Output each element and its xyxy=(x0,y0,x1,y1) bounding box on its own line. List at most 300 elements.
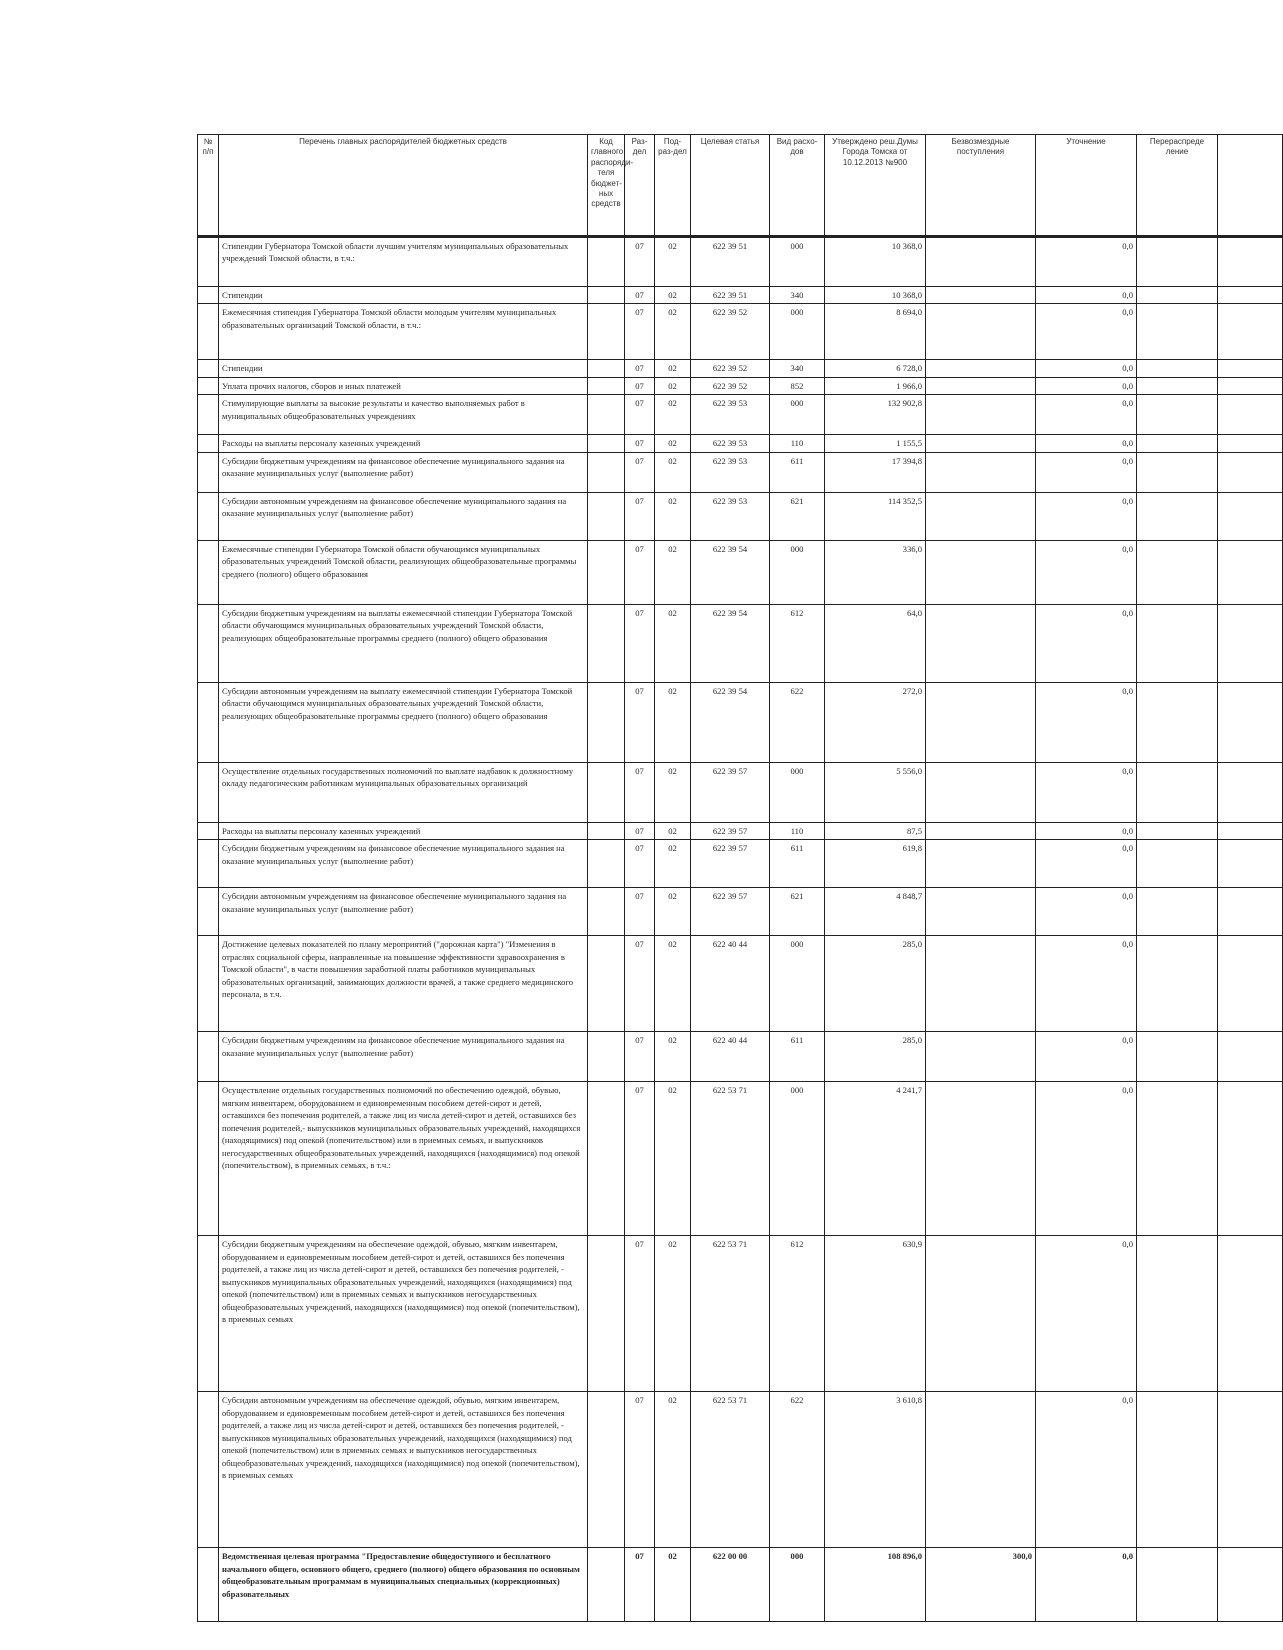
table-row xyxy=(198,540,1283,604)
cell-approved: 6 728,0 xyxy=(825,360,926,377)
cell-target-article: 622 00 00 xyxy=(691,1548,770,1622)
cell-razdel: 07 xyxy=(625,936,655,1032)
cell-approved: 630,9 xyxy=(825,1236,926,1392)
cell-expense-type: 340 xyxy=(770,360,825,377)
cell-expense-type: 611 xyxy=(770,840,825,888)
table-row xyxy=(198,936,1283,1032)
cell-grbs-code xyxy=(588,1548,625,1622)
cell-podrazdel: 02 xyxy=(655,304,691,360)
cell-approved: 87,5 xyxy=(825,822,926,839)
cell-free-receipts xyxy=(926,762,1036,822)
cell-extra xyxy=(1218,888,1283,936)
cell-clarification: 0,0 xyxy=(1036,936,1137,1032)
cell-grbs-code xyxy=(588,360,625,377)
cell-razdel: 07 xyxy=(625,452,655,492)
table-row xyxy=(198,762,1283,822)
cell-clarification: 0,0 xyxy=(1036,237,1137,287)
cell-extra xyxy=(1218,936,1283,1032)
cell-extra xyxy=(1218,1548,1283,1622)
cell-expense-type: 612 xyxy=(770,604,825,682)
cell-approved: 5 556,0 xyxy=(825,762,926,822)
cell-clarification: 0,0 xyxy=(1036,304,1137,360)
cell-num xyxy=(198,762,219,822)
header-clarification: Уточнение xyxy=(1036,135,1137,237)
cell-clarification: 0,0 xyxy=(1036,1032,1137,1082)
table-row xyxy=(198,395,1283,435)
cell-expense-type: 611 xyxy=(770,452,825,492)
cell-free-receipts xyxy=(926,1392,1036,1548)
cell-razdel: 07 xyxy=(625,1032,655,1082)
cell-free-receipts xyxy=(926,452,1036,492)
cell-approved: 64,0 xyxy=(825,604,926,682)
cell-razdel: 07 xyxy=(625,840,655,888)
cell-podrazdel: 02 xyxy=(655,604,691,682)
header-podrazdel: Под-раз-дел xyxy=(655,135,691,237)
cell-name: Субсидии автономным учреждениям на финансовое обеспечение муниципального задания на оказание муниципальных услуг (выполнение работ) xyxy=(219,888,588,936)
cell-expense-type: 000 xyxy=(770,1548,825,1622)
cell-free-receipts xyxy=(926,304,1036,360)
cell-free-receipts xyxy=(926,822,1036,839)
cell-grbs-code xyxy=(588,540,625,604)
cell-approved: 114 352,5 xyxy=(825,492,926,540)
cell-name: Осуществление отдельных государственных полномочий по обеспечению одеждой, обувью, мягким инвентарем, оборудованием и единовременным пособием детей-сирот и детей, оставшихся без попечения родителей, а также лиц из числа детей-сирот и детей, оставшихся без попечения родителей,- выпускников муниципальных образовательных учреждений, находящихся (находящимися) под опекой (попечительством) или в приемных семьях, и выпускников негосударственных общеобразовательных учреждений, находящихся (находящимися) под опекой (попечительством), в приемных семьях, в т.ч.: xyxy=(219,1082,588,1236)
cell-grbs-code xyxy=(588,304,625,360)
cell-free-receipts xyxy=(926,237,1036,287)
cell-approved: 132 902,8 xyxy=(825,395,926,435)
table-row xyxy=(198,377,1283,394)
cell-podrazdel: 02 xyxy=(655,237,691,287)
cell-razdel: 07 xyxy=(625,492,655,540)
cell-target-article: 622 39 51 xyxy=(691,287,770,304)
table-row xyxy=(198,304,1283,360)
cell-num xyxy=(198,377,219,394)
cell-num xyxy=(198,682,219,762)
cell-free-receipts xyxy=(926,1032,1036,1082)
cell-grbs-code xyxy=(588,1392,625,1548)
cell-podrazdel: 02 xyxy=(655,492,691,540)
cell-target-article: 622 53 71 xyxy=(691,1082,770,1236)
cell-clarification: 0,0 xyxy=(1036,287,1137,304)
cell-target-article: 622 39 57 xyxy=(691,888,770,936)
cell-approved: 285,0 xyxy=(825,936,926,1032)
header-free-receipts: Безвозмездные поступления xyxy=(926,135,1036,237)
cell-grbs-code xyxy=(588,435,625,452)
cell-approved: 285,0 xyxy=(825,1032,926,1082)
cell-redistribution xyxy=(1137,1236,1218,1392)
cell-redistribution xyxy=(1137,604,1218,682)
cell-target-article: 622 39 57 xyxy=(691,840,770,888)
cell-extra xyxy=(1218,377,1283,394)
cell-expense-type: 611 xyxy=(770,1032,825,1082)
cell-num xyxy=(198,360,219,377)
cell-razdel: 07 xyxy=(625,682,655,762)
cell-name: Субсидии бюджетным учреждениям на финансовое обеспечение муниципального задания на оказание муниципальных услуг (выполнение работ) xyxy=(219,452,588,492)
cell-razdel: 07 xyxy=(625,762,655,822)
cell-name: Субсидии бюджетным учреждениям на обеспечение одеждой, обувью, мягким инвентарем, оборудованием и единовременным пособием детей-сирот и детей, оставшихся без попечения родителей, а также лиц из числа детей-сирот и детей, оставшихся без попечения родителей, - выпускников муниципальных образовательных учреждений, находящихся (находящимися) под опекой (попечительством) или в приемных семьях и выпускников негосударственных общеобразовательных учреждений, находящихся (находящимися) под опекой (попечительством), в приемных семьях xyxy=(219,1236,588,1392)
cell-name: Ведомственная целевая программа "Предоставление общедоступного и бесплатного начального общего, основного общего, среднего (полного) общего образования по основным общеобразовательным программам в муниципальных специальных (коррекционных) образовательных xyxy=(219,1548,588,1622)
cell-podrazdel: 02 xyxy=(655,1236,691,1392)
table-row xyxy=(198,1548,1283,1622)
cell-extra xyxy=(1218,452,1283,492)
cell-free-receipts xyxy=(926,360,1036,377)
cell-extra xyxy=(1218,604,1283,682)
table-row xyxy=(198,492,1283,540)
cell-extra xyxy=(1218,762,1283,822)
table-row xyxy=(198,1236,1283,1392)
cell-redistribution xyxy=(1137,888,1218,936)
cell-approved: 336,0 xyxy=(825,540,926,604)
cell-expense-type: 621 xyxy=(770,492,825,540)
cell-podrazdel: 02 xyxy=(655,762,691,822)
cell-podrazdel: 02 xyxy=(655,395,691,435)
cell-grbs-code xyxy=(588,492,625,540)
cell-razdel: 07 xyxy=(625,1548,655,1622)
cell-name: Расходы на выплаты персоналу казенных учреждений xyxy=(219,435,588,452)
header-target-article: Целевая статья xyxy=(691,135,770,237)
cell-num xyxy=(198,888,219,936)
cell-podrazdel: 02 xyxy=(655,888,691,936)
cell-clarification: 0,0 xyxy=(1036,604,1137,682)
cell-name: Ежемесячная стипендия Губернатора Томской области молодым учителям муниципальных образовательных организаций Томской области, в т.ч.: xyxy=(219,304,588,360)
cell-target-article: 622 39 53 xyxy=(691,452,770,492)
cell-free-receipts: 300,0 xyxy=(926,1548,1036,1622)
cell-free-receipts xyxy=(926,936,1036,1032)
cell-grbs-code xyxy=(588,377,625,394)
table-row xyxy=(198,1032,1283,1082)
cell-num xyxy=(198,840,219,888)
cell-razdel: 07 xyxy=(625,1392,655,1548)
cell-target-article: 622 40 44 xyxy=(691,936,770,1032)
cell-razdel: 07 xyxy=(625,237,655,287)
cell-grbs-code xyxy=(588,237,625,287)
cell-grbs-code xyxy=(588,822,625,839)
cell-expense-type: 622 xyxy=(770,682,825,762)
cell-extra xyxy=(1218,822,1283,839)
cell-grbs-code xyxy=(588,452,625,492)
cell-expense-type: 000 xyxy=(770,1082,825,1236)
cell-redistribution xyxy=(1137,287,1218,304)
cell-target-article: 622 39 54 xyxy=(691,604,770,682)
cell-clarification: 0,0 xyxy=(1036,840,1137,888)
cell-name: Уплата прочих налогов, сборов и иных платежей xyxy=(219,377,588,394)
header-num: № п/п xyxy=(198,135,219,237)
cell-approved: 10 368,0 xyxy=(825,287,926,304)
header-expense-type: Вид расхо-дов xyxy=(770,135,825,237)
budget-table xyxy=(197,134,1283,1622)
table-row xyxy=(198,604,1283,682)
cell-approved: 4 241,7 xyxy=(825,1082,926,1236)
cell-clarification: 0,0 xyxy=(1036,435,1137,452)
cell-razdel: 07 xyxy=(625,540,655,604)
table-row xyxy=(198,888,1283,936)
cell-redistribution xyxy=(1137,1082,1218,1236)
header-name: Перечень главных распорядителей бюджетных средств xyxy=(219,135,588,237)
header-extra xyxy=(1218,135,1283,237)
cell-redistribution xyxy=(1137,452,1218,492)
cell-num xyxy=(198,1236,219,1392)
cell-redistribution xyxy=(1137,1548,1218,1622)
cell-clarification: 0,0 xyxy=(1036,360,1137,377)
cell-grbs-code xyxy=(588,936,625,1032)
cell-redistribution xyxy=(1137,377,1218,394)
cell-target-article: 622 39 54 xyxy=(691,682,770,762)
table-row xyxy=(198,360,1283,377)
cell-podrazdel: 02 xyxy=(655,822,691,839)
cell-free-receipts xyxy=(926,395,1036,435)
cell-target-article: 622 39 57 xyxy=(691,762,770,822)
cell-podrazdel: 02 xyxy=(655,1392,691,1548)
table-row xyxy=(198,435,1283,452)
cell-approved: 619,8 xyxy=(825,840,926,888)
cell-target-article: 622 53 71 xyxy=(691,1236,770,1392)
cell-clarification: 0,0 xyxy=(1036,1392,1137,1548)
cell-free-receipts xyxy=(926,540,1036,604)
cell-free-receipts xyxy=(926,492,1036,540)
cell-redistribution xyxy=(1137,822,1218,839)
cell-extra xyxy=(1218,395,1283,435)
cell-razdel: 07 xyxy=(625,287,655,304)
cell-target-article: 622 53 71 xyxy=(691,1392,770,1548)
cell-name: Субсидии бюджетным учреждениям на финансовое обеспечение муниципального задания на оказание муниципальных услуг (выполнение работ) xyxy=(219,840,588,888)
cell-clarification: 0,0 xyxy=(1036,377,1137,394)
cell-grbs-code xyxy=(588,1082,625,1236)
cell-name: Субсидии автономным учреждениям на обеспечение одеждой, обувью, мягким инвентарем, оборудованием и единовременным пособием детей-сирот и детей, оставшихся без попечения родителей, а также лиц из числа детей-сирот и детей, оставшихся без попечения родителей, - выпускников муниципальных образовательных учреждений, находящихся (находящимися) под опекой (попечительством) или в приемных семьях и выпускников негосударственных общеобразовательных учреждений, находящихся (находящимися) под опекой (попечительством), в приемных семьях xyxy=(219,1392,588,1548)
cell-razdel: 07 xyxy=(625,822,655,839)
cell-clarification: 0,0 xyxy=(1036,762,1137,822)
cell-expense-type: 621 xyxy=(770,888,825,936)
table-row xyxy=(198,1082,1283,1236)
table-header-row xyxy=(198,135,1283,237)
cell-clarification: 0,0 xyxy=(1036,1082,1137,1236)
cell-redistribution xyxy=(1137,237,1218,287)
cell-clarification: 0,0 xyxy=(1036,1548,1137,1622)
cell-name: Осуществление отдельных государственных полномочий по выплате надбавок к должностному окладу педагогическим работникам муниципальных образовательных организаций xyxy=(219,762,588,822)
cell-razdel: 07 xyxy=(625,1082,655,1236)
table-row xyxy=(198,237,1283,287)
cell-razdel: 07 xyxy=(625,888,655,936)
cell-redistribution xyxy=(1137,360,1218,377)
cell-expense-type: 340 xyxy=(770,287,825,304)
cell-free-receipts xyxy=(926,682,1036,762)
cell-name: Расходы на выплаты персоналу казенных учреждений xyxy=(219,822,588,839)
cell-grbs-code xyxy=(588,840,625,888)
cell-expense-type: 612 xyxy=(770,1236,825,1392)
cell-razdel: 07 xyxy=(625,1236,655,1392)
cell-podrazdel: 02 xyxy=(655,840,691,888)
cell-grbs-code xyxy=(588,287,625,304)
cell-extra xyxy=(1218,682,1283,762)
cell-extra xyxy=(1218,1236,1283,1392)
cell-approved: 8 694,0 xyxy=(825,304,926,360)
cell-razdel: 07 xyxy=(625,377,655,394)
cell-extra xyxy=(1218,360,1283,377)
cell-expense-type: 000 xyxy=(770,304,825,360)
cell-clarification: 0,0 xyxy=(1036,822,1137,839)
header-grbs-code: Код главного распоряди-теля бюджет-ных средств xyxy=(588,135,625,237)
cell-target-article: 622 39 53 xyxy=(691,435,770,452)
cell-free-receipts xyxy=(926,1082,1036,1236)
cell-redistribution xyxy=(1137,395,1218,435)
cell-grbs-code xyxy=(588,604,625,682)
cell-clarification: 0,0 xyxy=(1036,1236,1137,1392)
cell-name: Субсидии бюджетным учреждениям на финансовое обеспечение муниципального задания на оказание муниципальных услуг (выполнение работ) xyxy=(219,1032,588,1082)
cell-extra xyxy=(1218,1032,1283,1082)
cell-num xyxy=(198,435,219,452)
cell-redistribution xyxy=(1137,435,1218,452)
cell-podrazdel: 02 xyxy=(655,1032,691,1082)
cell-num xyxy=(198,1548,219,1622)
cell-podrazdel: 02 xyxy=(655,452,691,492)
cell-target-article: 622 39 51 xyxy=(691,237,770,287)
cell-name: Субсидии автономным учреждениям на выплату ежемесячной стипендии Губернатора Томской области обучающимся муниципальных образовательных учреждений Томской области, реализующих общеобразовательные программы среднего (полного) общего образования xyxy=(219,682,588,762)
cell-free-receipts xyxy=(926,604,1036,682)
cell-target-article: 622 39 53 xyxy=(691,492,770,540)
cell-razdel: 07 xyxy=(625,604,655,682)
cell-expense-type: 000 xyxy=(770,237,825,287)
cell-name: Достижение целевых показателей по плану мероприятий ("дорожная карта") "Изменения в отраслях социальной сферы, направленные на повышение эффективности здравоохранения в Томской области", в части повышения заработной платы работников муниципальных образовательных организаций, занимающих должности врачей, а также среднего медицинского персонала, в т.ч. xyxy=(219,936,588,1032)
cell-expense-type: 000 xyxy=(770,936,825,1032)
cell-redistribution xyxy=(1137,840,1218,888)
cell-extra xyxy=(1218,1082,1283,1236)
table-row xyxy=(198,1392,1283,1548)
cell-free-receipts xyxy=(926,377,1036,394)
cell-podrazdel: 02 xyxy=(655,377,691,394)
cell-approved: 17 394,8 xyxy=(825,452,926,492)
cell-podrazdel: 02 xyxy=(655,682,691,762)
cell-approved: 4 848,7 xyxy=(825,888,926,936)
cell-num xyxy=(198,287,219,304)
cell-redistribution xyxy=(1137,1392,1218,1548)
cell-grbs-code xyxy=(588,762,625,822)
cell-grbs-code xyxy=(588,395,625,435)
cell-name: Субсидии бюджетным учреждениям на выплаты ежемесячной стипендии Губернатора Томской области обучающимся муниципальных образовательных учреждений Томской области, реализующих общеобразовательные программы среднего (полного) общего образования xyxy=(219,604,588,682)
cell-approved: 272,0 xyxy=(825,682,926,762)
cell-num xyxy=(198,1032,219,1082)
cell-num xyxy=(198,936,219,1032)
table-row xyxy=(198,822,1283,839)
cell-approved: 3 610,8 xyxy=(825,1392,926,1548)
cell-target-article: 622 39 52 xyxy=(691,360,770,377)
cell-free-receipts xyxy=(926,888,1036,936)
table-row xyxy=(198,287,1283,304)
cell-expense-type: 622 xyxy=(770,1392,825,1548)
cell-extra xyxy=(1218,435,1283,452)
cell-name: Стипендии xyxy=(219,360,588,377)
cell-expense-type: 000 xyxy=(770,762,825,822)
cell-num xyxy=(198,395,219,435)
cell-num xyxy=(198,1082,219,1236)
cell-redistribution xyxy=(1137,304,1218,360)
cell-redistribution xyxy=(1137,762,1218,822)
cell-num xyxy=(198,237,219,287)
cell-free-receipts xyxy=(926,840,1036,888)
cell-num xyxy=(198,540,219,604)
cell-clarification: 0,0 xyxy=(1036,492,1137,540)
cell-target-article: 622 39 52 xyxy=(691,304,770,360)
cell-podrazdel: 02 xyxy=(655,1548,691,1622)
cell-target-article: 622 40 44 xyxy=(691,1032,770,1082)
cell-free-receipts xyxy=(926,435,1036,452)
cell-name: Ежемесячные стипендии Губернатора Томской области обучающимся муниципальных образовательных учреждений Томской области, реализующих общеобразовательные программы среднего (полного) общего образования xyxy=(219,540,588,604)
cell-podrazdel: 02 xyxy=(655,360,691,377)
cell-clarification: 0,0 xyxy=(1036,682,1137,762)
cell-approved: 108 896,0 xyxy=(825,1548,926,1622)
cell-extra xyxy=(1218,840,1283,888)
cell-num xyxy=(198,1392,219,1548)
cell-redistribution xyxy=(1137,936,1218,1032)
cell-name: Субсидии автономным учреждениям на финансовое обеспечение муниципального задания на оказание муниципальных услуг (выполнение работ) xyxy=(219,492,588,540)
cell-extra xyxy=(1218,287,1283,304)
cell-redistribution xyxy=(1137,540,1218,604)
cell-clarification: 0,0 xyxy=(1036,395,1137,435)
cell-target-article: 622 39 57 xyxy=(691,822,770,839)
cell-redistribution xyxy=(1137,1032,1218,1082)
cell-redistribution xyxy=(1137,492,1218,540)
cell-name: Стипендии xyxy=(219,287,588,304)
cell-expense-type: 000 xyxy=(770,395,825,435)
cell-approved: 1 155,5 xyxy=(825,435,926,452)
cell-clarification: 0,0 xyxy=(1036,540,1137,604)
cell-expense-type: 000 xyxy=(770,540,825,604)
cell-extra xyxy=(1218,492,1283,540)
cell-expense-type: 110 xyxy=(770,822,825,839)
cell-razdel: 07 xyxy=(625,360,655,377)
cell-grbs-code xyxy=(588,682,625,762)
cell-podrazdel: 02 xyxy=(655,287,691,304)
cell-target-article: 622 39 53 xyxy=(691,395,770,435)
cell-extra xyxy=(1218,304,1283,360)
cell-name: Стипендии Губернатора Томской области лучшим учителям муниципальных образовательных учреждений Томской области, в т.ч.: xyxy=(219,237,588,287)
cell-clarification: 0,0 xyxy=(1036,452,1137,492)
header-razdel: Раз-дел xyxy=(625,135,655,237)
cell-razdel: 07 xyxy=(625,304,655,360)
table-row xyxy=(198,452,1283,492)
cell-num xyxy=(198,492,219,540)
cell-extra xyxy=(1218,1392,1283,1548)
cell-podrazdel: 02 xyxy=(655,435,691,452)
cell-clarification: 0,0 xyxy=(1036,888,1137,936)
cell-extra xyxy=(1218,237,1283,287)
header-approved: Утверждено реш.Думы Города Томска от 10.12.2013 №900 xyxy=(825,135,926,237)
cell-podrazdel: 02 xyxy=(655,1082,691,1236)
cell-target-article: 622 39 52 xyxy=(691,377,770,394)
cell-num xyxy=(198,304,219,360)
cell-free-receipts xyxy=(926,287,1036,304)
cell-approved: 10 368,0 xyxy=(825,237,926,287)
cell-grbs-code xyxy=(588,1032,625,1082)
cell-podrazdel: 02 xyxy=(655,936,691,1032)
cell-extra xyxy=(1218,540,1283,604)
cell-target-article: 622 39 54 xyxy=(691,540,770,604)
cell-redistribution xyxy=(1137,682,1218,762)
cell-num xyxy=(198,452,219,492)
cell-grbs-code xyxy=(588,888,625,936)
cell-num xyxy=(198,822,219,839)
cell-podrazdel: 02 xyxy=(655,540,691,604)
cell-razdel: 07 xyxy=(625,435,655,452)
table-row xyxy=(198,840,1283,888)
cell-expense-type: 852 xyxy=(770,377,825,394)
cell-approved: 1 966,0 xyxy=(825,377,926,394)
cell-num xyxy=(198,604,219,682)
cell-expense-type: 110 xyxy=(770,435,825,452)
header-redistribution: Перераспреде ление xyxy=(1137,135,1218,237)
cell-razdel: 07 xyxy=(625,395,655,435)
table-row xyxy=(198,682,1283,762)
cell-name: Стимулирующие выплаты за высокие результаты и качество выполняемых работ в муниципальных общеобразовательных учреждениях xyxy=(219,395,588,435)
cell-grbs-code xyxy=(588,1236,625,1392)
cell-free-receipts xyxy=(926,1236,1036,1392)
